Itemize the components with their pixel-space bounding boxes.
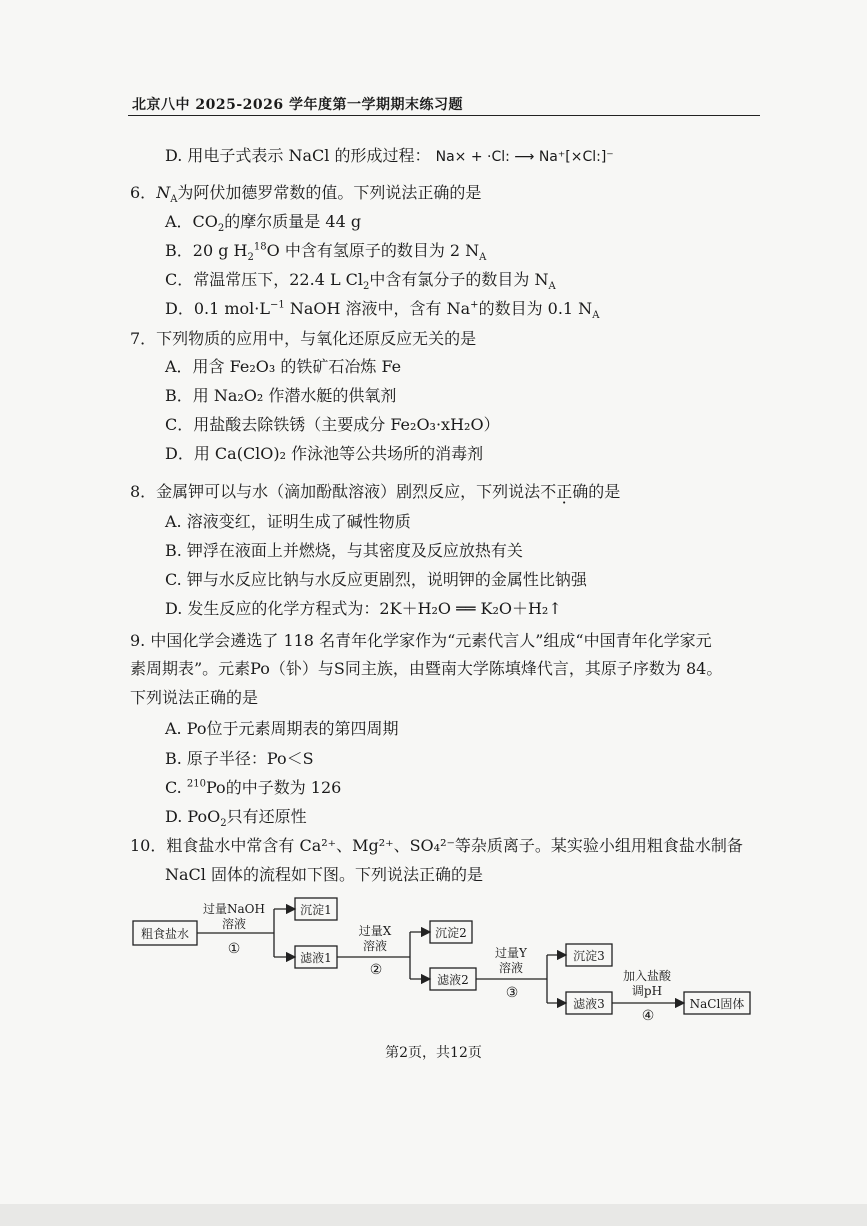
q6-a-2: 的摩尔质量是 44 g	[224, 212, 362, 231]
flow-step2-reagent: 过量X	[358, 924, 392, 938]
flow-end-label: NaCl固体	[689, 997, 745, 1011]
q9-c-2: Po的中子数为 126	[205, 778, 342, 797]
q7-option-c: C．用盐酸去除铁锈（主要成分 Fe₂O₃·xH₂O）	[165, 415, 500, 434]
flow-step1-reagent: 过量NaOH	[203, 902, 265, 916]
q6-stem-text: 为阿伏加德罗常数的值。下列说法正确的是	[177, 183, 482, 202]
flow-filt3-label: 滤液3	[573, 997, 605, 1011]
q9-c-1: C.	[165, 778, 187, 797]
q8-option-a: A. 溶液变红，证明生成了碱性物质	[165, 512, 411, 531]
q8-stem-b: 的是	[588, 482, 621, 501]
q6-d-1: D．0.1 mol·L	[165, 299, 270, 318]
q6-b-1: B．20 g H	[165, 241, 248, 260]
flow-step2-number: ②	[369, 962, 383, 978]
flow-filt2-label: 滤液2	[437, 973, 469, 987]
q6-b-2: O 中含有氢原子的数目为 2 N	[266, 241, 480, 260]
q6-option-a: A．$CO_2$的摩尔质量是 44 g	[165, 212, 362, 235]
q10-stem-line1: 10．粗食盐水中常含有 Ca²⁺、Mg²⁺、SO₄²⁻等杂质离子。某实验小组用粗食盐水制备	[130, 836, 743, 855]
q9-option-b: B. 原子半径：Po＜S	[165, 749, 314, 768]
q6-number: 6．	[130, 183, 157, 202]
q6-a-1: A．CO	[165, 212, 218, 231]
q6-stem: 6．$N_A$为阿伏加德罗常数的值。下列说法正确的是	[130, 183, 482, 206]
flow-step4-action: 调pH	[631, 984, 663, 998]
q9-option-a: A. Po位于元素周期表的第四周期	[165, 719, 399, 738]
q6-d-2: NaOH 溶液中，含有 Na	[289, 299, 471, 318]
flow-step1-number: ①	[227, 941, 241, 957]
q9-d-1: D. PoO	[165, 807, 221, 826]
q6-option-d: D．0.1 $mol\cdot L^{-1}$ NaOH 溶液中，含有 Na+的数目为 0.1 $N_A$	[165, 299, 600, 322]
q6-option-c: C．常温常压下，22.4 L $Cl_2$中含有氯分子的数目为 $N_A$	[165, 270, 556, 293]
q9-stem-line1: 9. 中国化学会遴选了 118 名青年化学家作为“元素代言人”组成“中国青年化学家元	[130, 631, 712, 650]
scan-edge	[0, 1204, 867, 1226]
q7-option-a: A．用含 Fe₂O₃ 的铁矿石冶炼 Fe	[165, 357, 402, 376]
page-header: 北京八中 2025-2026 学年度第一学期期末练习题	[132, 97, 463, 113]
nacl-electron-formula: Na× + ·Cl: ⟶ Na⁺[×Cl:]⁻	[435, 149, 614, 165]
q6-d-3: 的数目为 0.1 N	[478, 299, 593, 318]
flow-step1-solution: 溶液	[221, 917, 247, 931]
flow-step3-number: ③	[505, 985, 519, 1001]
flow-ppt2-label: 沉淀2	[435, 926, 467, 940]
q9-d-2: 只有还原性	[226, 807, 307, 826]
q5-option-d-text: D. 用电子式表示 NaCl 的形成过程：	[165, 146, 431, 165]
q6-na-symbol: N	[156, 183, 171, 202]
flow-step2-solution: 溶液	[362, 939, 388, 953]
q7-option-b: B．用 Na₂O₂ 作潜水艇的供氧剂	[165, 386, 397, 405]
flow-ppt1-label: 沉淀1	[300, 903, 332, 917]
flow-step3-reagent: 过量Y	[495, 946, 527, 960]
q6-option-b: B．20 g $H_2^{18}O$ 中含有氢原子的数目为 2 $N_A$	[165, 241, 487, 264]
q7-stem: 7．下列物质的应用中，与氧化还原反应无关的是	[130, 329, 477, 348]
q9-stem-line2: 素周期表”。元素Po（钋）与S同主族，由暨南大学陈填烽代言，其原子序数为 84。	[130, 659, 723, 678]
flow-step4-reagent: 加入盐酸	[622, 969, 672, 983]
flow-step4-number: ④	[641, 1008, 655, 1024]
q7-option-d: D．用 Ca(ClO)₂ 作泳池等公共场所的消毒剂	[165, 444, 484, 463]
q8-stem-a: 8．金属钾可以与水（滴加酚酞溶液）剧烈反应，下列说法	[130, 482, 541, 501]
q6-c-1: C．常温常压下，22.4 L Cl	[165, 270, 364, 289]
flow-filt1-label: 滤液1	[300, 951, 332, 965]
q9-option-c: C. $^{210}$Po的中子数为 126	[165, 778, 342, 797]
q8-option-d: D. 发生反应的化学方程式为：2K＋H₂O ══ K₂O＋H₂↑	[165, 599, 562, 618]
q8-option-c: C. 钾与水反应比钠与水反应更剧烈，说明钾的金属性比钠强	[165, 570, 587, 589]
q8-emphasis-not-correct: 不正确	[540, 482, 589, 501]
flow-step3-solution: 溶液	[498, 961, 524, 975]
q9-option-d: D. PoO$_2$只有还原性	[165, 807, 307, 830]
q8-option-b: B. 钾浮在液面上并燃烧，与其密度及反应放热有关	[165, 541, 523, 560]
q6-c-2: 中含有氯分子的数目为 N	[369, 270, 549, 289]
q9-stem-line3: 下列说法正确的是	[130, 688, 259, 707]
flow-start-label: 粗食盐水	[140, 927, 190, 941]
q10-stem-line2: NaCl 固体的流程如下图。下列说法正确的是	[165, 865, 483, 884]
flow-ppt3-label: 沉淀3	[573, 949, 605, 963]
page-footer: 第2页，共12页	[385, 1045, 482, 1061]
